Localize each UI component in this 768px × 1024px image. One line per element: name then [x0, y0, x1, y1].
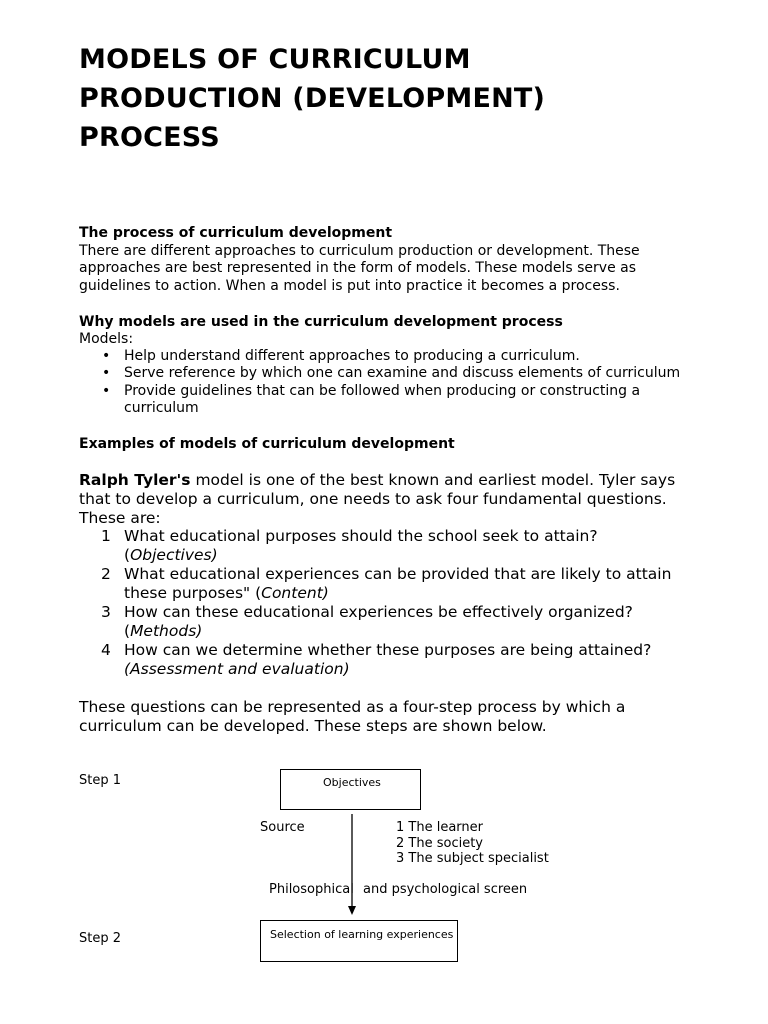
source-item: 3 The subject specialist [396, 851, 549, 866]
item-number: 2 [101, 565, 111, 583]
title-line: PROCESS [79, 122, 220, 153]
paragraph-line: curriculum can be developed. These steps are shown below. [79, 717, 547, 735]
question-tag: Objectives) [130, 546, 218, 564]
question-text: What educational purposes should the school seek to attain? [124, 527, 598, 545]
source-label: Source [260, 820, 305, 835]
sources-list [396, 820, 549, 867]
source-item: 2 The society [396, 835, 483, 851]
closing-paragraph [79, 698, 739, 736]
list-item [79, 348, 719, 365]
objectives-box-label: Objectives [323, 776, 381, 789]
question-tag: Methods) [130, 622, 203, 640]
item-number: 4 [101, 641, 111, 659]
list-item [79, 603, 719, 641]
question-prefix: ( [124, 546, 131, 564]
item-number: 3 [101, 603, 111, 621]
bullet-icon: • [102, 365, 111, 382]
list-item [79, 383, 719, 418]
bullet-icon: • [102, 382, 111, 399]
title-line: MODELS OF CURRICULUM [79, 44, 471, 75]
bullet-icon: • [102, 348, 111, 364]
bullet-list [79, 348, 719, 418]
list-item-text: Provide guidelines that can be followed when producing or constructing a [124, 382, 641, 399]
paragraph-line: There are different approaches to curriculum production or development. These [79, 243, 640, 259]
paragraph-line: guidelines to action. When a model is put into practice it becomes a process. [79, 277, 620, 294]
section-heading-why-models: Why models are used in the curriculum development process [79, 314, 563, 330]
page-title [79, 40, 719, 157]
question-tag: (Assessment and evaluation) [124, 660, 350, 678]
paragraph-line: that to develop a curriculum, one needs to ask four fundamental questions. [79, 490, 667, 508]
list-item [79, 365, 719, 382]
item-number: 1 [101, 527, 111, 545]
learning-experiences-box [260, 920, 458, 962]
screen-label-left: Philosophical [269, 882, 354, 897]
list-item-text: curriculum [124, 400, 199, 417]
section-heading-process: The process of curriculum development [79, 225, 393, 241]
paragraph-line: These are: [79, 509, 161, 527]
section-heading-examples: Examples of models of curriculum development [79, 436, 455, 452]
tyler-name: Ralph Tyler's [79, 471, 191, 489]
arrow-head-icon [348, 906, 356, 915]
source-item: 1 The learner [396, 820, 483, 835]
question-prefix: ( [124, 622, 131, 640]
list-item [79, 527, 719, 565]
question-text: How can these educational experiences be effectively organized? [124, 603, 633, 621]
list-item-text: Help understand different approaches to producing a curriculum. [124, 348, 580, 364]
tyler-paragraph [79, 471, 739, 528]
paragraph-line: These questions can be represented as a four-step process by which a [79, 698, 626, 716]
question-tag: Content) [261, 584, 329, 602]
list-item [79, 565, 719, 603]
paragraph-line: approaches are best represented in the form of models. These models serve as [79, 260, 637, 277]
tyler-intro-text: model is one of the best known and earliest model. Tyler says [190, 471, 676, 489]
tyler-questions-list [79, 527, 719, 679]
step-2-label: Step 2 [79, 931, 122, 946]
question-text: What educational experiences can be provided that are likely to attain [124, 565, 672, 583]
learning-experiences-box-label: Selection of learning experiences [270, 928, 454, 941]
models-intro: Models: [79, 331, 134, 347]
list-item-text: Serve reference by which one can examine and discuss elements of curriculum [124, 365, 681, 382]
question-text: How can we determine whether these purposes are being attained? [124, 641, 652, 659]
question-prefix: these purposes" ( [124, 584, 262, 602]
title-line: PRODUCTION (DEVELOPMENT) [79, 83, 546, 114]
step-1-label: Step 1 [79, 773, 122, 788]
section-paragraph-process [79, 243, 699, 295]
list-item [79, 641, 719, 679]
screen-label-right: and psychological screen [363, 882, 528, 897]
